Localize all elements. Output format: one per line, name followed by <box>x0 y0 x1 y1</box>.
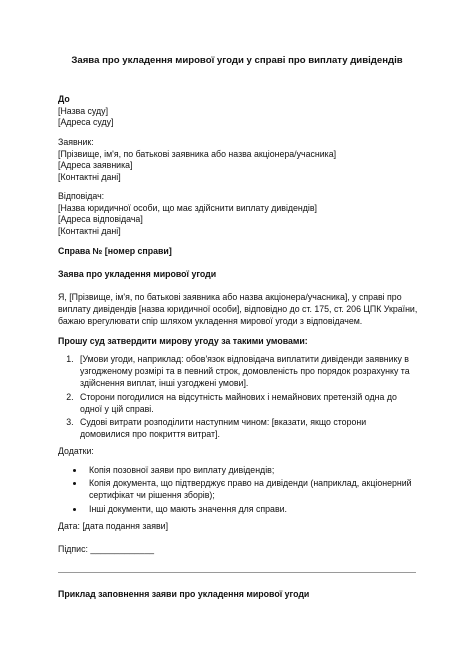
intro-line: бажаю врегулювати спір шляхом укладення мирової угоди з відповідачем. <box>58 316 363 327</box>
applicant-block <box>58 137 430 183</box>
document-title: Заява про укладення мирової угоди у справі про виплату дивідендів <box>71 55 403 66</box>
attachment-item <box>85 503 430 515</box>
respondent-block <box>58 191 430 237</box>
condition-line: одної у цій справі. <box>80 403 154 414</box>
intro-line: Я, [Прізвище, ім'я, по батькові заявника або назва акціонера/учасника], у справі про <box>58 292 402 302</box>
condition-line: 2. Сторони погодилися на відсутність майнових і немайнових претензій одна до <box>80 391 397 402</box>
respondent-name: [Назва юридичної особи, що має здійснити виплату дивідендів] <box>58 202 317 213</box>
condition-line: 3. Судові витрати розподілити наступним чином: [вказати, якщо сторони <box>80 417 367 428</box>
attachments-heading: Додатки: <box>58 446 94 456</box>
court-name: [Назва суду] <box>58 105 109 116</box>
signature-line: Підпис: _____________ <box>58 544 154 554</box>
section-divider <box>58 572 416 573</box>
intro-paragraph <box>58 291 430 328</box>
example-heading: Приклад заповнення заяви про укладення мирової угоди <box>58 589 310 599</box>
respondent-address: [Адреса відповідача] <box>58 214 143 225</box>
intro-line: виплату дивідендів [назва юридичної особи], відповідно до ст. 175, ст. 206 ЦПК України, <box>58 304 418 315</box>
attachment-line: сертифікат чи рішення зборів); <box>89 490 215 501</box>
applicant-name: [Прізвище, ім'я, по батькові заявника або назва акціонера/учасника] <box>58 148 337 159</box>
condition-item <box>76 353 430 390</box>
condition-line: узгодженому розмірі та в певний строк, домовленість про порядок розрахунку та <box>80 366 410 377</box>
applicant-contacts: [Контактні дані] <box>58 171 121 182</box>
condition-item <box>76 391 430 415</box>
attachment-line: • Копія документа, що підтверджує право на дивіденди (наприклад, акціонерний <box>89 478 412 489</box>
court-block <box>58 94 430 129</box>
applicant-address: [Адреса заявника] <box>58 160 133 171</box>
subject-heading: Заява про укладення мирової угоди <box>58 269 217 279</box>
condition-line: домовилися про покриття витрат]. <box>80 429 220 440</box>
attachments-list-container <box>58 464 430 516</box>
court-heading: До <box>58 94 70 104</box>
respondent-contacts: [Контактні дані] <box>58 225 121 236</box>
conditions-list-container <box>58 353 430 441</box>
date-line: Дата: [дата подання заяви] <box>58 521 169 531</box>
court-address: [Адреса суду] <box>58 117 114 128</box>
conditions-list <box>58 353 430 440</box>
respondent-heading: Відповідач: <box>58 191 105 201</box>
attachment-line: • Копія позовної заяви про виплату дивідендів; <box>89 465 275 475</box>
request-heading: Прошу суд затвердити мирову угоду за такими умовами: <box>58 336 308 346</box>
attachment-item <box>85 477 430 501</box>
condition-line: здійснення виплат, інші узгоджені умови]. <box>80 378 249 389</box>
attachment-item <box>85 464 430 476</box>
condition-line: 1. [Умови угоди, наприклад: обов'язок відповідача виплатити дивіденди заявнику в <box>80 354 409 364</box>
applicant-heading: Заявник: <box>58 137 94 147</box>
case-number: Справа № [номер справи] <box>58 246 172 256</box>
condition-item <box>76 416 430 440</box>
attachment-line: • Інші документи, що мають значення для справи. <box>89 503 287 514</box>
attachments-list <box>58 464 430 515</box>
